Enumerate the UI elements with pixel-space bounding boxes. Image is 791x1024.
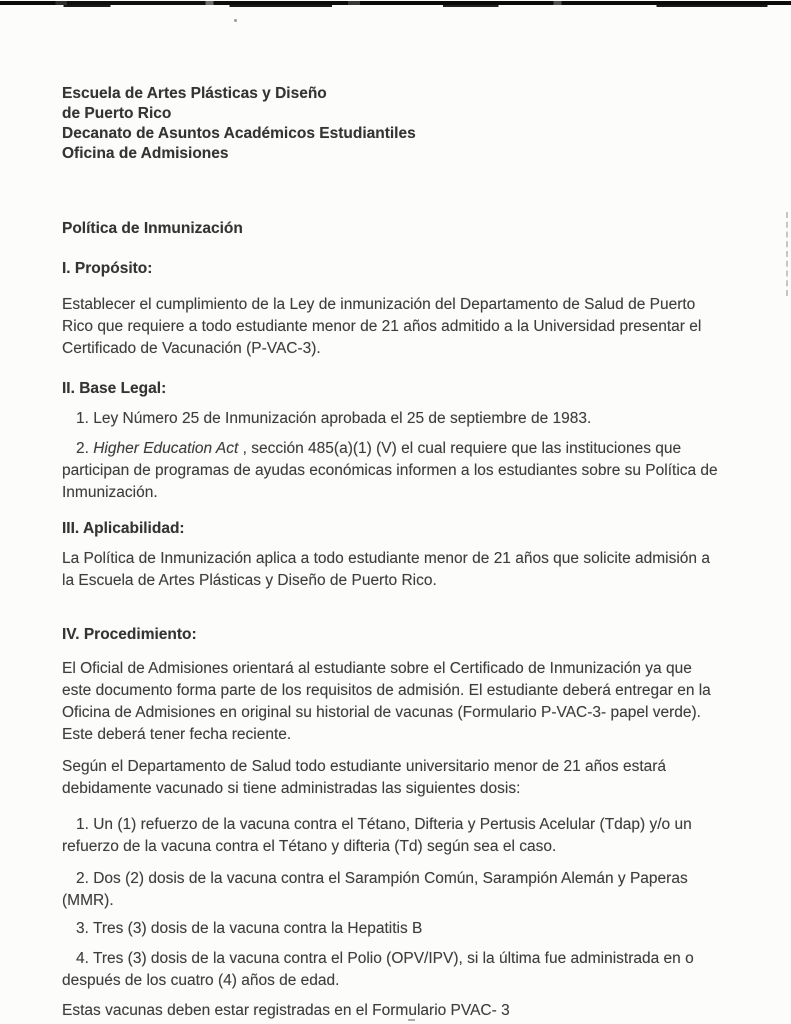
letterhead	[62, 84, 725, 164]
section-heading-proposito: I. Propósito:	[62, 260, 153, 277]
letterhead-line-institution: Escuela de Artes Plásticas y Diseño	[62, 85, 327, 102]
letterhead-line-office: Oficina de Admisiones	[62, 145, 229, 162]
paragraph-aplicabilidad: La Política de Inmunización aplica a todo estudiante menor de 21 años que solicite admisión a la Escuela de Artes Plásticas y Diseño de Puerto Rico.	[62, 550, 710, 589]
section-heading-aplicabilidad: III. Aplicabilidad:	[62, 520, 185, 537]
paragraph-proposito: Establecer el cumplimiento de la Ley de inmunización del Departamento de Salud de Puerto Rico que requiere a todo estudiante menor de 21 años admitido a la Universidad presentar el Certificado de Vacunación (P-VAC-3).	[62, 296, 702, 357]
document-title: Política de Inmunización	[62, 220, 243, 237]
letterhead-line-location: de Puerto Rico	[62, 105, 172, 122]
dose-item-3: 3. Tres (3) dosis de la vacuna contra la Hepatitis B	[76, 920, 423, 937]
scan-artifact-dot	[234, 19, 237, 22]
paragraph-procedimiento-2: Según el Departamento de Salud todo estudiante universitario menor de 21 años estará debidamente vacunado si tiene administradas las siguientes dosis:	[62, 758, 667, 797]
closing-line: Estas vacunas deben estar registradas en el Formulario PVAC- 3	[62, 1002, 510, 1019]
legal-item-2	[62, 438, 725, 504]
section-heading-procedimiento: IV. Procedimiento:	[62, 626, 197, 643]
paragraph-procedimiento-1: El Oficial de Admisiones orientará al estudiante sobre el Certificado de Inmunización ya que este documento forma parte de los requisitos de admisión. El estudiante deberá entregar en la Oficina de Admisiones en original su historial de vacunas (Formulario P-VAC-3- papel verde). Este deberá tener fecha reciente.	[62, 660, 711, 743]
letterhead-line-deanship: Decanato de Asuntos Académicos Estudiantiles	[62, 125, 416, 142]
scan-artifact-top-bar-fringe	[0, 5, 791, 7]
legal-item-2-text: , sección 485(a)(1) (V) el cual requiere que las instituciones que participan de programas de ayudas económicas informen a los estudiantes sobre su Política de Inmunización.	[62, 440, 718, 501]
legal-item-2-number: 2.	[76, 440, 94, 457]
legal-item-2-act-name: Higher Education Act	[93, 440, 239, 457]
dose-item-1: 1. Un (1) refuerzo de la vacuna contra el Tétano, Difteria y Pertusis Acelular (Tdap) y/o un refuerzo de la vacuna contra el Tétano y difteria (Td) según sea el caso.	[62, 816, 692, 855]
scan-artifact-right-dashes	[786, 212, 788, 296]
scan-artifact-bottom-mark	[408, 1019, 415, 1021]
legal-item-1: 1. Ley Número 25 de Inmunización aprobada el 25 de septiembre de 1983.	[76, 410, 592, 427]
dose-item-2: 2. Dos (2) dosis de la vacuna contra el Sarampión Común, Sarampión Alemán y Paperas (MMR).	[62, 870, 688, 909]
dose-item-4: 4. Tres (3) dosis de la vacuna contra el Polio (OPV/IPV), si la última fue administrada en o después de los cuatro (4) años de edad.	[62, 950, 694, 989]
section-heading-base-legal: II. Base Legal:	[62, 380, 167, 397]
